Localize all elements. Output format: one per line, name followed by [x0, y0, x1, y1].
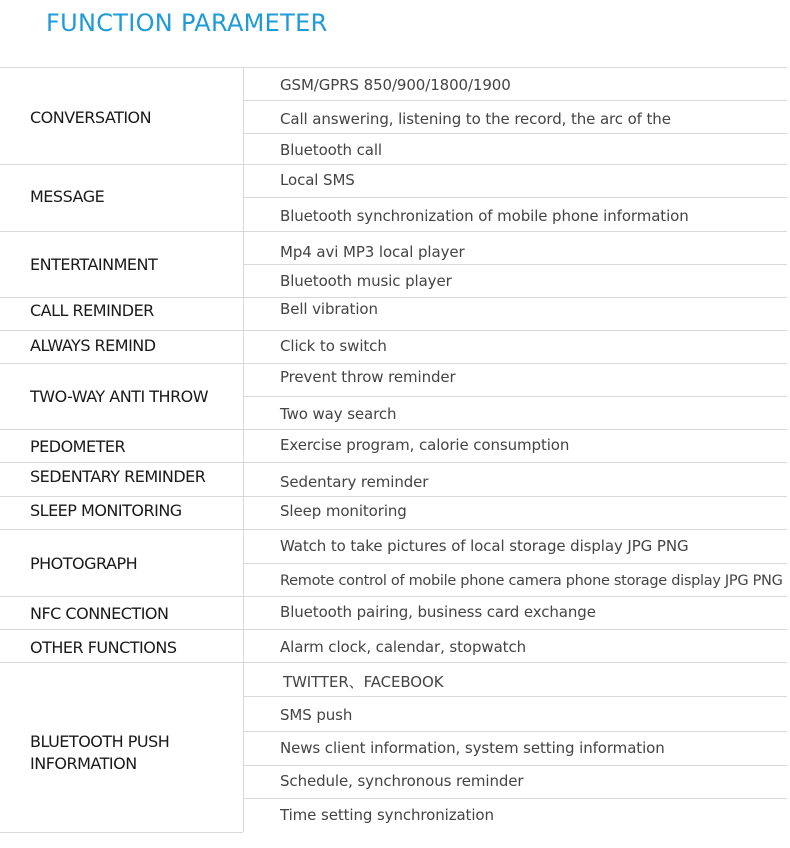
- sub-divider: [243, 798, 787, 799]
- divider: [0, 496, 787, 497]
- divider: [0, 429, 787, 430]
- value-text: Click to switch: [280, 337, 387, 355]
- category-label: PHOTOGRAPH: [30, 554, 138, 573]
- category-label: TWO-WAY ANTI THROW: [30, 387, 209, 406]
- category-label: CALL REMINDER: [30, 301, 154, 320]
- category-label: SLEEP MONITORING: [30, 501, 182, 520]
- value-text: Two way search: [280, 405, 397, 423]
- value-text: Local SMS: [280, 171, 355, 189]
- sub-divider: [243, 765, 787, 766]
- category-label: [30, 731, 169, 775]
- divider: [0, 529, 787, 530]
- sub-divider: [243, 731, 787, 732]
- page-title: FUNCTION PARAMETER: [46, 9, 328, 37]
- value-text: Bluetooth pairing, business card exchange: [280, 603, 596, 621]
- divider: [0, 67, 787, 68]
- sub-divider: [243, 264, 787, 265]
- divider: [0, 363, 787, 364]
- value-text: Bluetooth synchronization of mobile phone information: [280, 207, 689, 225]
- sub-divider: [243, 563, 787, 564]
- value-text: Remote control of mobile phone camera phone storage display JPG PNG: [280, 573, 783, 589]
- value-text: Bluetooth music player: [280, 272, 452, 290]
- divider: [0, 330, 787, 331]
- divider: [0, 629, 787, 630]
- value-text: Time setting synchronization: [280, 806, 494, 824]
- value-text: Sleep monitoring: [280, 502, 407, 520]
- category-label: NFC CONNECTION: [30, 604, 169, 623]
- divider: [0, 662, 787, 663]
- sub-divider: [243, 100, 787, 101]
- category-label: MESSAGE: [30, 187, 105, 206]
- divider: [0, 164, 787, 165]
- value-text: Prevent throw reminder: [280, 368, 456, 386]
- value-text: Sedentary reminder: [280, 473, 429, 491]
- sub-divider: [243, 197, 787, 198]
- value-text: GSM/GPRS 850/900/1800/1900: [280, 76, 511, 94]
- category-label: ALWAYS REMIND: [30, 336, 156, 355]
- value-text: News client information, system setting information: [280, 739, 665, 757]
- value-text: Schedule, synchronous reminder: [280, 772, 524, 790]
- divider: [0, 832, 243, 833]
- category-label: OTHER FUNCTIONS: [30, 638, 177, 657]
- category-label-line: INFORMATION: [30, 754, 137, 773]
- category-label: PEDOMETER: [30, 437, 126, 456]
- value-text: Bluetooth call: [280, 141, 382, 159]
- divider: [0, 462, 787, 463]
- category-label-line: BLUETOOTH PUSH: [30, 732, 170, 751]
- value-text: Bell vibration: [280, 300, 378, 318]
- divider: [0, 297, 787, 298]
- divider: [0, 231, 787, 232]
- value-text: Exercise program, calorie consumption: [280, 436, 570, 454]
- divider: [0, 596, 787, 597]
- sub-divider: [243, 133, 787, 134]
- value-text: Watch to take pictures of local storage display JPG PNG: [280, 537, 689, 555]
- value-text: SMS push: [280, 706, 353, 724]
- value-text: Call answering, listening to the record, the arc of the: [280, 110, 671, 128]
- sub-divider: [243, 696, 787, 697]
- category-label: SEDENTARY REMINDER: [30, 467, 206, 486]
- category-label: CONVERSATION: [30, 108, 152, 127]
- value-text: Mp4 avi MP3 local player: [280, 243, 465, 261]
- value-text: TWITTER、FACEBOOK: [283, 673, 444, 691]
- sub-divider: [243, 396, 787, 397]
- column-divider: [243, 67, 244, 832]
- value-text: Alarm clock, calendar, stopwatch: [280, 638, 527, 656]
- category-label: ENTERTAINMENT: [30, 255, 158, 274]
